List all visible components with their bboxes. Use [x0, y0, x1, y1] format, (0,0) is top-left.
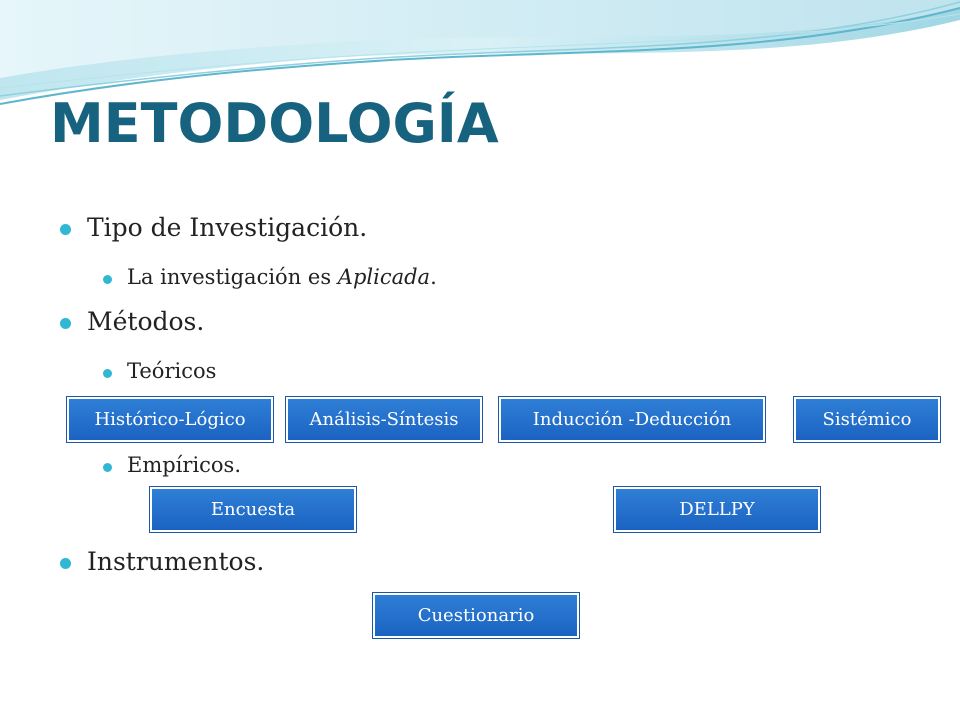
bullet-dot-icon [60, 224, 71, 235]
sub-bullet-text-suffix: . [430, 265, 437, 289]
bullet-text: Instrumentos. [87, 547, 265, 576]
method-box-sistemico: Sistémico [794, 397, 940, 442]
bullet-dot-icon [103, 369, 112, 378]
sub-bullet-text: Teóricos [127, 359, 217, 383]
method-box-historico-logico: Histórico-Lógico [67, 397, 273, 442]
bullet-dot-icon [103, 463, 112, 472]
bullet-tipo-investigacion [87, 213, 367, 242]
bullet-dot-icon [103, 275, 112, 284]
sub-bullet-empiricos [127, 453, 241, 477]
instrument-box-cuestionario: Cuestionario [373, 593, 579, 638]
bullet-metodos [87, 307, 204, 336]
method-box-induccion-deduccion: Inducción -Deducción [499, 397, 765, 442]
sub-bullet-teoricos [127, 359, 216, 383]
sub-bullet-text: Empíricos. [127, 453, 242, 477]
method-box-dellpy: DELLPY [614, 487, 820, 532]
bullet-text: Tipo de Investigación. [87, 213, 368, 242]
slide-title: METODOLOGÍA [50, 92, 499, 155]
bullet-text: Métodos. [87, 307, 205, 336]
bullet-dot-icon [60, 558, 71, 569]
method-box-analisis-sintesis: Análisis-Síntesis [286, 397, 482, 442]
bullet-dot-icon [60, 318, 71, 329]
bullet-instrumentos [87, 547, 264, 576]
sub-bullet-aplicada [127, 265, 437, 289]
sub-bullet-text-prefix: La investigación es [127, 265, 338, 289]
method-box-encuesta: Encuesta [150, 487, 356, 532]
sub-bullet-text-emphasis: Aplicada [337, 265, 431, 289]
